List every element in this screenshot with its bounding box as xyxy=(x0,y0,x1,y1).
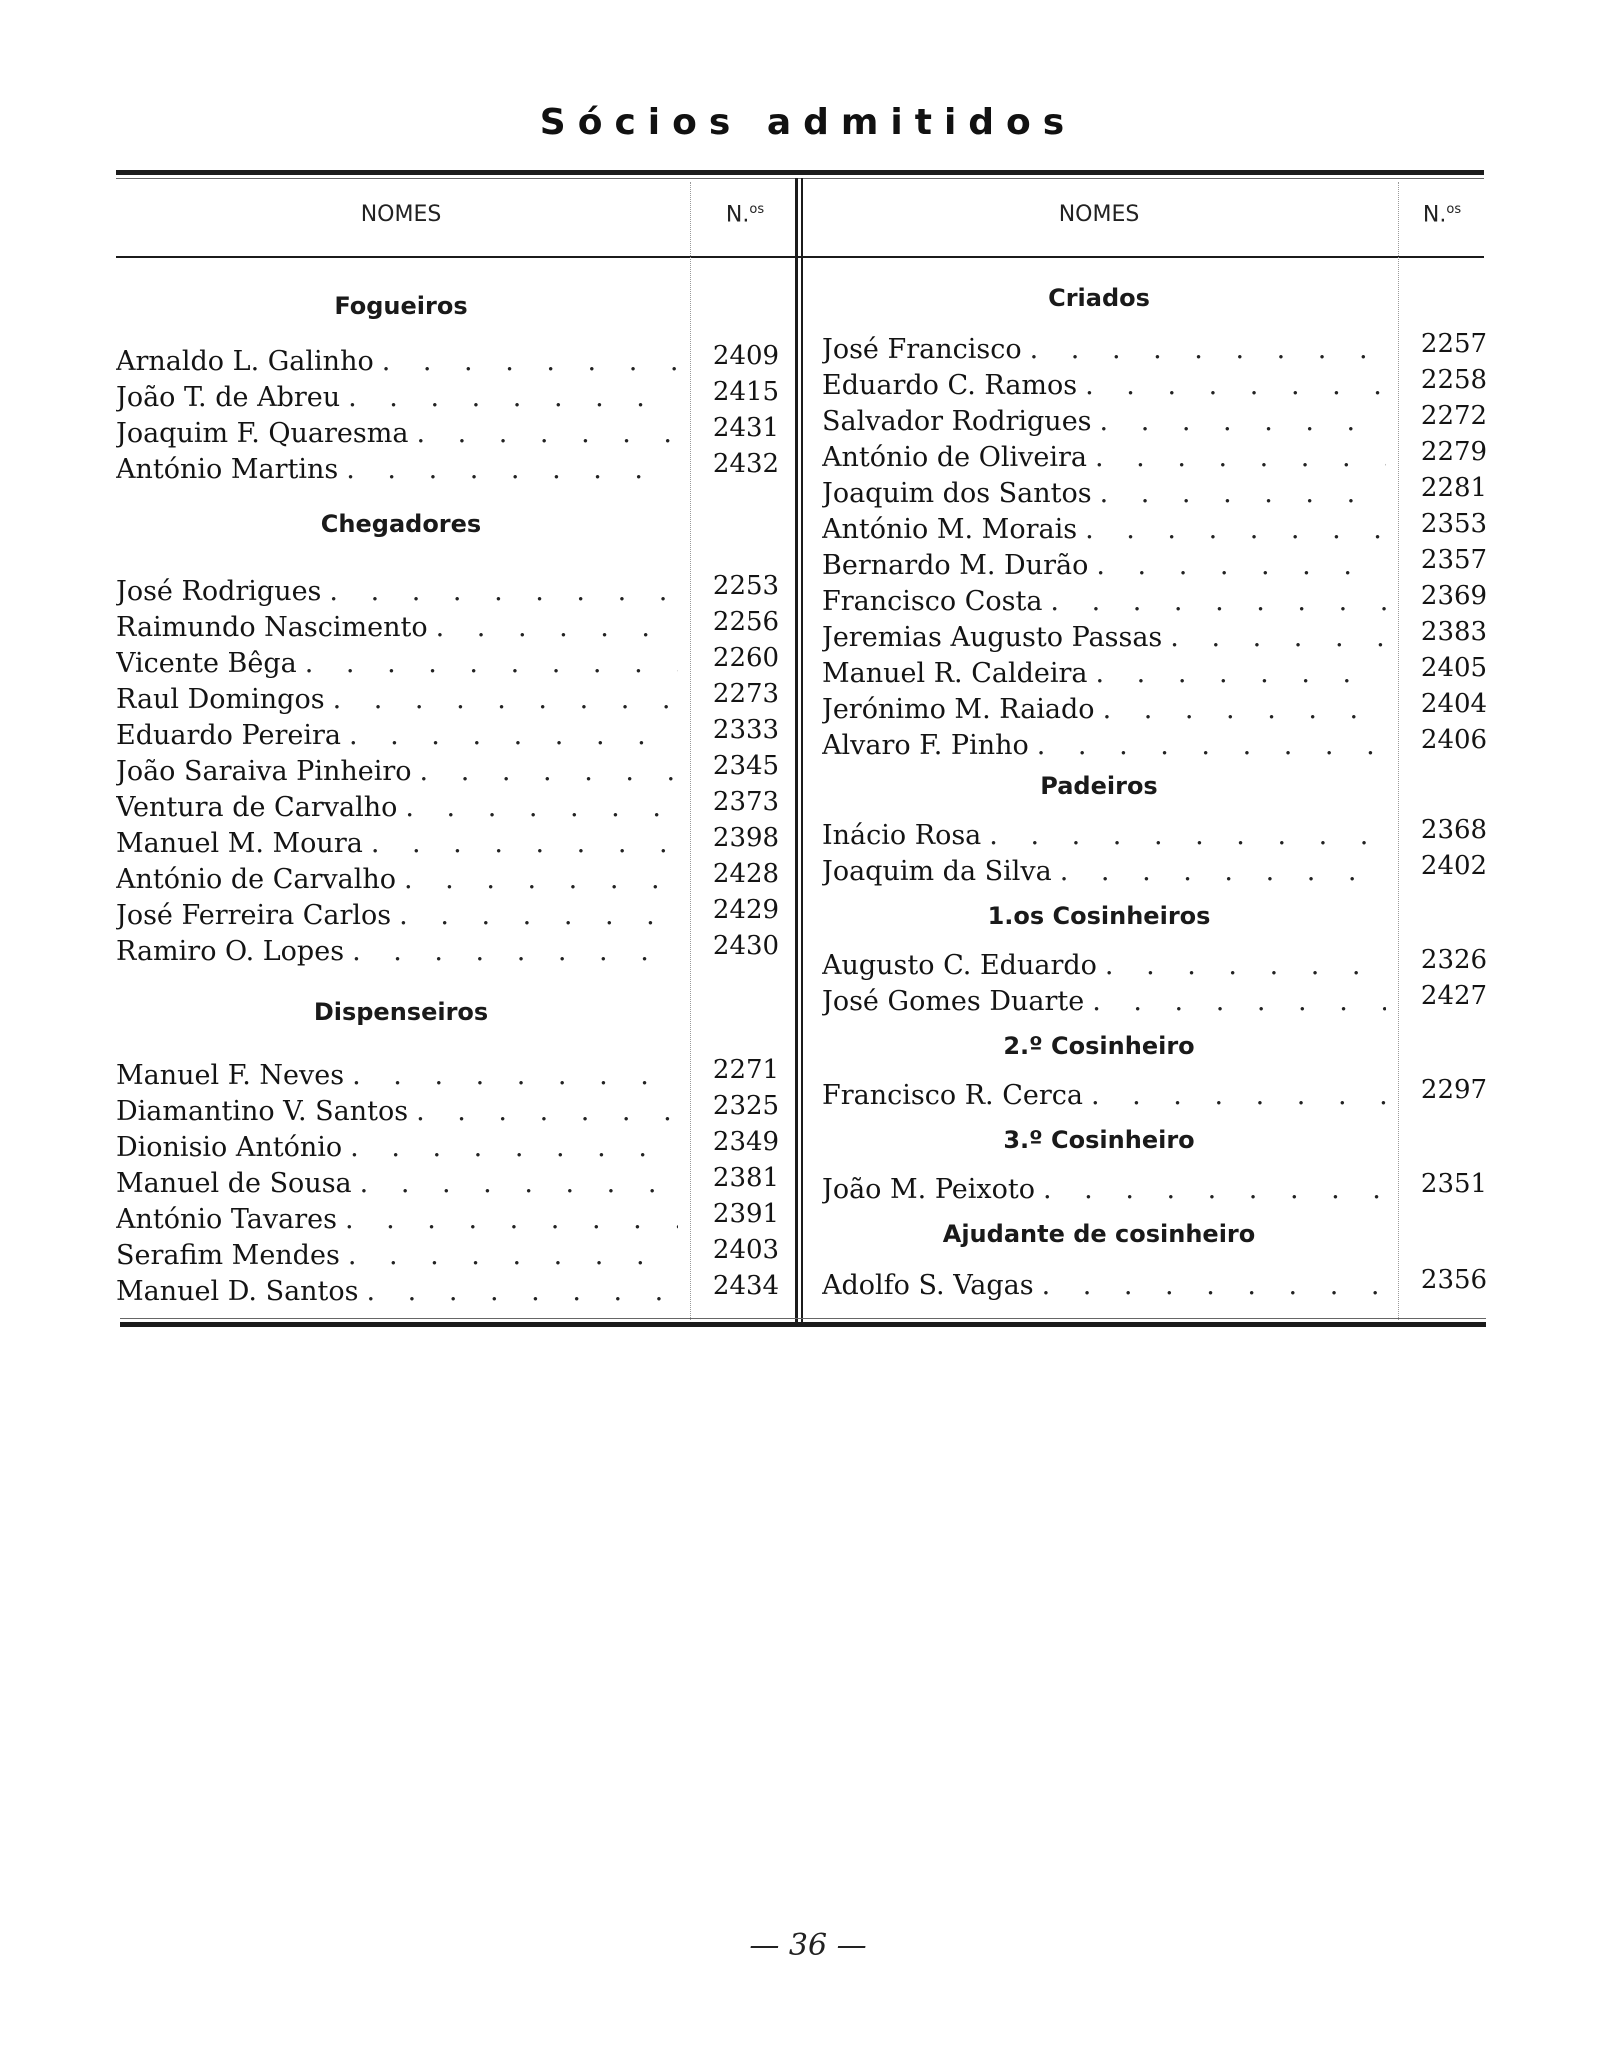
member-number: 2404 xyxy=(1420,689,1488,719)
member-name: Joaquim da Silva xyxy=(822,856,1052,887)
dot-leader xyxy=(344,1058,678,1094)
section-heading: Padeiros xyxy=(1040,772,1158,800)
section-heading: Fogueiros xyxy=(334,292,468,320)
dot-leader xyxy=(341,718,678,754)
member-number: 2281 xyxy=(1420,473,1488,503)
member-name: Joaquim dos Santos xyxy=(822,478,1092,509)
member-name: Adolfo S. Vagas xyxy=(822,1270,1034,1301)
member-name: António de Oliveira xyxy=(822,442,1087,473)
top-rule-thin xyxy=(116,178,1484,179)
dot-leader xyxy=(1083,1078,1386,1114)
member-name: Jerónimo M. Raiado xyxy=(822,694,1095,725)
dot-leader xyxy=(1029,728,1386,764)
member-name: Jeremias Augusto Passas xyxy=(822,622,1163,653)
member-name: Manuel F. Neves xyxy=(116,1060,345,1091)
header-number-left-label: N. xyxy=(725,202,750,228)
dot-leader xyxy=(397,790,678,826)
member-name: Francisco Costa xyxy=(822,586,1043,617)
list-item xyxy=(116,1163,786,1202)
list-item xyxy=(116,823,786,862)
member-name: António de Carvalho xyxy=(116,864,396,895)
member-name: João M. Peixoto xyxy=(822,1174,1035,1205)
member-name: José Francisco xyxy=(822,334,1022,365)
list-item xyxy=(116,1055,786,1094)
dot-leader xyxy=(408,1094,678,1130)
list-item xyxy=(116,679,786,718)
member-name: António Martins xyxy=(116,454,339,485)
member-name: Francisco R. Cerca xyxy=(822,1080,1083,1111)
member-name: Manuel M. Moura xyxy=(116,828,363,859)
member-number: 2345 xyxy=(712,751,780,781)
member-number: 2430 xyxy=(712,931,780,961)
list-item xyxy=(116,751,786,790)
member-number: 2427 xyxy=(1420,981,1488,1011)
member-number: 2258 xyxy=(1420,365,1488,395)
list-item xyxy=(116,1127,786,1166)
list-item xyxy=(116,1271,786,1310)
member-number: 2253 xyxy=(712,571,780,601)
member-number: 2405 xyxy=(1420,653,1488,683)
member-name: Eduardo C. Ramos xyxy=(822,370,1078,401)
member-number: 2368 xyxy=(1420,815,1488,845)
member-number: 2260 xyxy=(712,643,780,673)
member-number: 2428 xyxy=(712,859,780,889)
member-name: Bernardo M. Durão xyxy=(822,550,1089,581)
page-title: Sócios admitidos xyxy=(539,102,1077,143)
member-name: José Rodrigues xyxy=(116,576,322,607)
center-divider-2 xyxy=(801,178,803,1324)
dot-leader xyxy=(1095,692,1386,728)
dot-leader xyxy=(1092,476,1386,512)
bottom-rule-thin xyxy=(120,1318,1486,1319)
dot-leader xyxy=(1077,512,1386,548)
list-item xyxy=(822,1075,1494,1114)
member-number: 2398 xyxy=(712,823,780,853)
member-number: 2403 xyxy=(712,1235,780,1265)
dot-leader xyxy=(1042,584,1386,620)
list-item xyxy=(822,545,1494,584)
list-item xyxy=(116,377,786,416)
section-heading: Criados xyxy=(1048,284,1150,312)
dot-leader xyxy=(1162,620,1386,656)
member-name: Raul Domingos xyxy=(116,684,325,715)
list-item xyxy=(822,401,1494,440)
list-item xyxy=(116,715,786,754)
member-name: Augusto C. Eduardo xyxy=(822,950,1097,981)
header-number-left xyxy=(700,202,790,230)
list-item xyxy=(822,617,1494,656)
dot-leader xyxy=(297,646,678,682)
member-name: Raimundo Nascimento xyxy=(116,612,428,643)
center-divider-1 xyxy=(795,178,798,1324)
dot-leader xyxy=(396,862,678,898)
dot-leader xyxy=(1084,984,1386,1020)
list-item xyxy=(116,449,786,488)
dot-leader xyxy=(428,610,678,646)
member-number: 2256 xyxy=(712,607,780,637)
section-heading: 3.º Cosinheiro xyxy=(1003,1126,1195,1154)
list-item xyxy=(116,1091,786,1130)
member-name: António M. Morais xyxy=(822,514,1078,545)
list-item xyxy=(116,643,786,682)
member-name: António Tavares xyxy=(116,1204,337,1235)
member-name: Joaquim F. Quaresma xyxy=(116,418,409,449)
list-item xyxy=(116,859,786,898)
dot-leader xyxy=(340,1238,678,1274)
dot-leader xyxy=(408,416,678,452)
dot-leader xyxy=(1077,368,1386,404)
member-number: 2415 xyxy=(712,377,780,407)
dot-leader xyxy=(1035,1172,1386,1208)
dot-leader xyxy=(1097,948,1386,984)
dot-leader xyxy=(981,818,1386,854)
member-name: Inácio Rosa xyxy=(822,820,982,851)
header-number-right-label: N. xyxy=(1422,202,1447,228)
list-item xyxy=(116,787,786,826)
list-item xyxy=(822,689,1494,728)
page-number: — 36 — xyxy=(749,1928,867,1963)
member-name: Manuel R. Caldeira xyxy=(822,658,1088,689)
section-heading: 1.os Cosinheiros xyxy=(987,902,1211,930)
member-number: 2373 xyxy=(712,787,780,817)
list-item xyxy=(822,365,1494,404)
member-number: 2369 xyxy=(1420,581,1488,611)
dot-leader xyxy=(1052,854,1386,890)
list-item xyxy=(822,725,1494,764)
member-number: 2353 xyxy=(1420,509,1488,539)
list-item xyxy=(116,607,786,646)
dot-leader xyxy=(374,344,678,380)
member-number: 2325 xyxy=(712,1091,780,1121)
list-item xyxy=(116,931,786,970)
list-item xyxy=(116,1199,786,1238)
dot-leader xyxy=(1034,1268,1386,1304)
dot-leader xyxy=(352,1166,678,1202)
member-name: Ramiro O. Lopes xyxy=(116,936,345,967)
dot-leader xyxy=(321,574,678,610)
member-number: 2409 xyxy=(712,341,780,371)
list-item xyxy=(822,851,1494,890)
dot-leader xyxy=(359,1274,678,1310)
list-item xyxy=(116,341,786,380)
dot-leader xyxy=(363,826,678,862)
dot-leader xyxy=(391,898,678,934)
member-number: 2391 xyxy=(712,1199,780,1229)
header-number-right-sup: os xyxy=(1446,202,1462,217)
member-name: João Saraiva Pinheiro xyxy=(116,756,412,787)
header-names-left: NOMES xyxy=(360,202,442,227)
member-number: 2402 xyxy=(1420,851,1488,881)
member-name: João T. de Abreu xyxy=(116,382,341,413)
member-number: 2326 xyxy=(1420,945,1488,975)
list-item xyxy=(116,571,786,610)
list-item xyxy=(822,981,1494,1020)
member-name: Serafim Mendes xyxy=(116,1240,340,1271)
member-name: José Ferreira Carlos xyxy=(116,900,392,931)
header-number-right xyxy=(1400,202,1484,230)
list-item xyxy=(116,895,786,934)
member-number: 2381 xyxy=(712,1163,780,1193)
member-number: 2431 xyxy=(712,413,780,443)
header-number-left-sup: os xyxy=(749,202,765,217)
section-heading: Dispenseiros xyxy=(313,998,489,1026)
section-heading: Ajudante de cosinheiro xyxy=(942,1220,1256,1248)
dot-leader xyxy=(1092,404,1386,440)
dot-leader xyxy=(1087,440,1386,476)
dot-leader xyxy=(338,452,678,488)
member-number: 2432 xyxy=(712,449,780,479)
list-item xyxy=(116,413,786,452)
list-item xyxy=(822,473,1494,512)
member-number: 2351 xyxy=(1420,1169,1488,1199)
member-number: 2429 xyxy=(712,895,780,925)
member-name: José Gomes Duarte xyxy=(822,986,1085,1017)
list-item xyxy=(822,945,1494,984)
member-number: 2333 xyxy=(712,715,780,745)
member-number: 2273 xyxy=(712,679,780,709)
member-name: Arnaldo L. Galinho xyxy=(116,346,374,377)
list-item xyxy=(822,329,1494,368)
dot-leader xyxy=(1088,656,1386,692)
header-rule xyxy=(116,256,1484,258)
member-name: Alvaro F. Pinho xyxy=(822,730,1029,761)
dot-leader xyxy=(342,1130,678,1166)
list-item xyxy=(822,653,1494,692)
list-item xyxy=(116,1235,786,1274)
member-number: 2357 xyxy=(1420,545,1488,575)
member-number: 2356 xyxy=(1420,1265,1488,1295)
dot-leader xyxy=(325,682,678,718)
member-name: Manuel de Sousa xyxy=(116,1168,352,1199)
list-item xyxy=(822,437,1494,476)
bottom-rule-thick xyxy=(120,1322,1486,1327)
member-number: 2434 xyxy=(712,1271,780,1301)
member-number: 2279 xyxy=(1420,437,1488,467)
dot-leader xyxy=(1022,332,1386,368)
list-item xyxy=(822,1265,1494,1304)
list-item xyxy=(822,509,1494,548)
member-number: 2271 xyxy=(712,1055,780,1085)
member-name: Ventura de Carvalho xyxy=(116,792,398,823)
member-number: 2257 xyxy=(1420,329,1488,359)
member-name: Diamantino V. Santos xyxy=(116,1096,409,1127)
member-name: Vicente Bêga xyxy=(116,648,297,679)
member-name: Dionisio António xyxy=(116,1132,343,1163)
member-number: 2383 xyxy=(1420,617,1488,647)
member-number: 2349 xyxy=(712,1127,780,1157)
member-name: Salvador Rodrigues xyxy=(822,406,1092,437)
list-item xyxy=(822,581,1494,620)
section-heading: Chegadores xyxy=(320,510,482,538)
dot-leader xyxy=(412,754,678,790)
section-heading: 2.º Cosinheiro xyxy=(1003,1032,1195,1060)
dot-leader xyxy=(1088,548,1386,584)
member-number: 2406 xyxy=(1420,725,1488,755)
dot-leader xyxy=(344,934,678,970)
list-item xyxy=(822,815,1494,854)
member-number: 2272 xyxy=(1420,401,1488,431)
dot-leader xyxy=(337,1202,678,1238)
member-name: Eduardo Pereira xyxy=(116,720,341,751)
list-item xyxy=(822,1169,1494,1208)
top-rule-thick xyxy=(116,170,1484,175)
member-name: Manuel D. Santos xyxy=(116,1276,359,1307)
dot-leader xyxy=(340,380,678,416)
member-number: 2297 xyxy=(1420,1075,1488,1105)
header-names-right: NOMES xyxy=(1058,202,1140,227)
